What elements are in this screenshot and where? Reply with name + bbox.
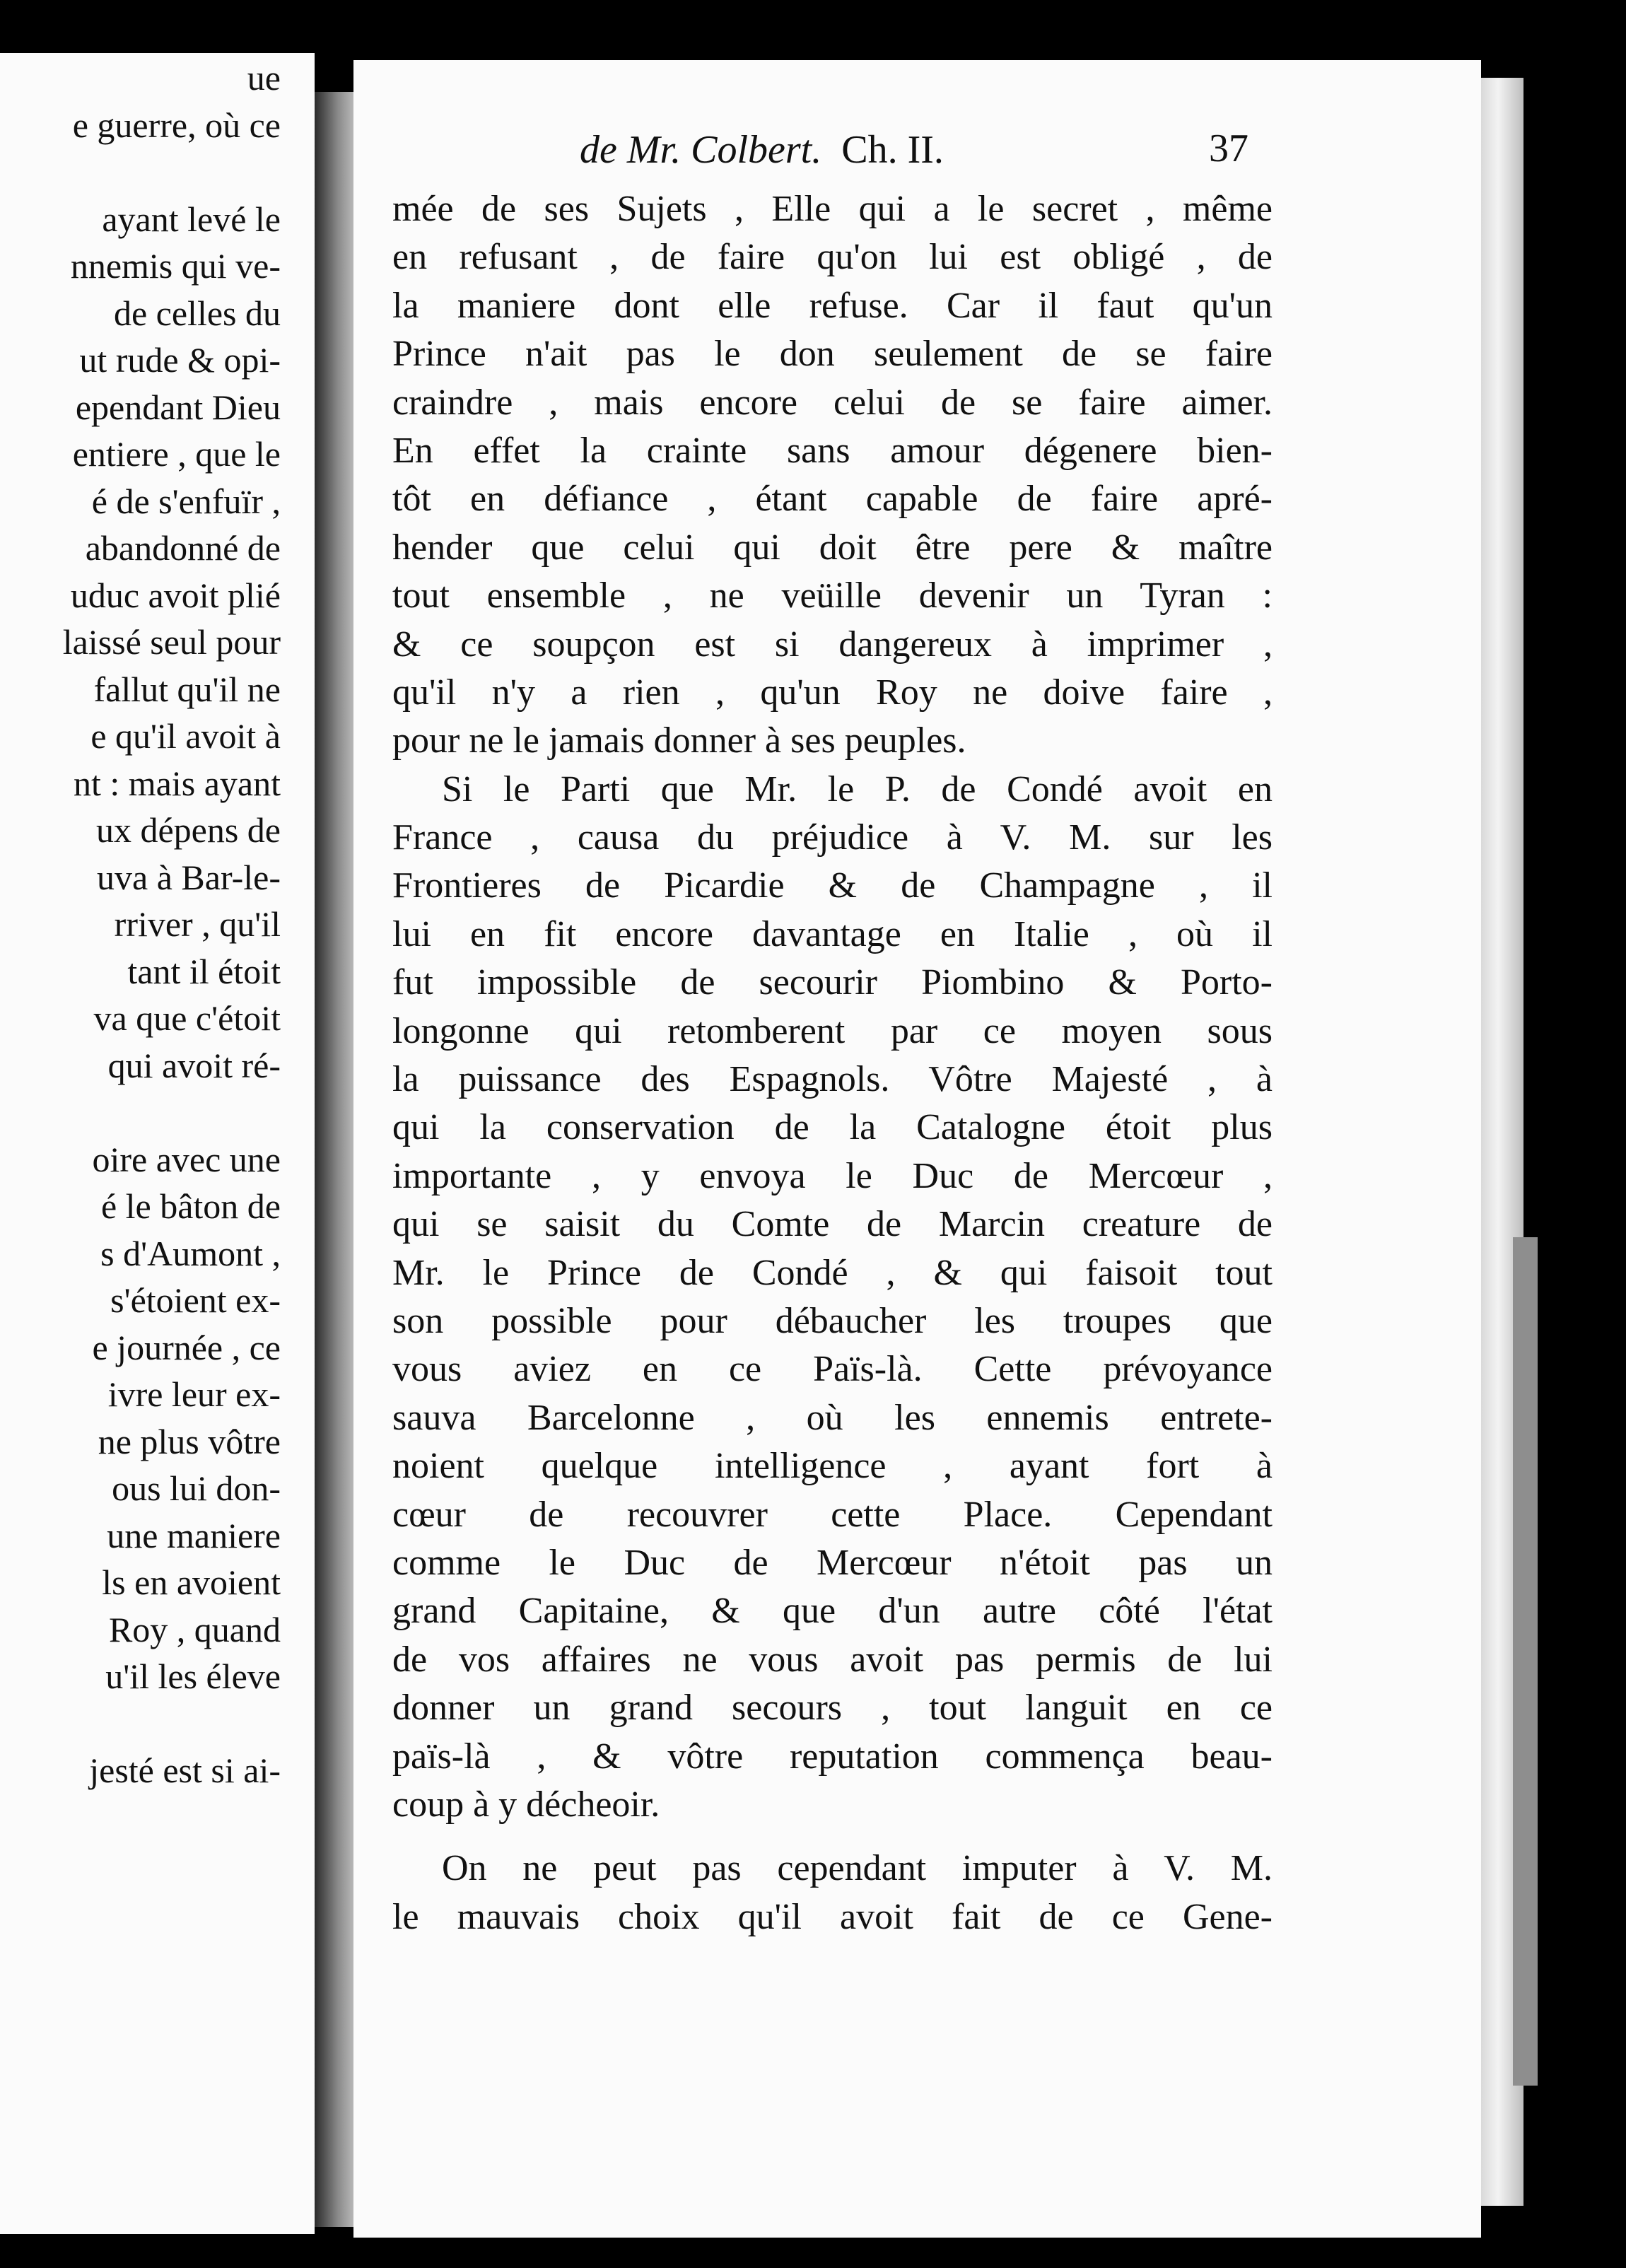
text-line: de vos affaires ne vous avoit pas permis de lui [392, 1639, 1273, 1680]
left-page-line: jesté est si ai- [89, 1750, 281, 1790]
text-line: la puissance des Espagnols. Vôtre Majesté , à [392, 1059, 1273, 1100]
text-line: la maniere dont elle refuse. Car il faut qu'un [392, 285, 1273, 326]
chapter-label: Ch. II. [841, 128, 944, 172]
left-page-line: une maniere [107, 1515, 281, 1555]
text-line: tôt en défiance , étant capable de faire apré- [392, 479, 1273, 520]
left-page-line: ue [247, 58, 281, 98]
left-page-line: é de s'enfuïr , [91, 481, 281, 521]
text-line: pour ne le jamais donner à ses peuples. [392, 720, 966, 761]
text-line: grand Capitaine, & que d'un autre côté l'état [392, 1591, 1273, 1632]
running-title: de Mr. Colbert. [580, 128, 822, 172]
text-line: coup à y décheoir. [392, 1784, 660, 1825]
text-line: craindre , mais encore celui de se faire aimer. [392, 382, 1273, 423]
page-number: 37 [1209, 127, 1248, 170]
body-text [392, 185, 1273, 1941]
left-page-line: va que c'étoit [93, 998, 281, 1038]
text-line: comme le Duc de Mercœur n'étoit pas un [392, 1542, 1273, 1583]
text-line: & ce soupçon est si dangereux à imprimer , [392, 624, 1273, 665]
text-line: vous aviez en ce Païs-là. Cette prévoyance [392, 1349, 1273, 1390]
text-line: donner un grand secours , tout languit en ce [392, 1688, 1273, 1729]
left-page-line: ut rude & opi- [79, 340, 281, 380]
left-page-line: ayant levé le [102, 199, 281, 239]
text-line: qu'il n'y a rien , qu'un Roy ne doive faire , [392, 672, 1273, 713]
text-line: son possible pour débaucher les troupes que [392, 1300, 1273, 1341]
left-page-line: uduc avoit plié [70, 575, 281, 615]
text-line: Si le Parti que Mr. le P. de Condé avoit en [442, 768, 1273, 809]
left-page-line: qui avoit ré- [107, 1045, 281, 1085]
text-line: importante , y envoya le Duc de Mercœur , [392, 1155, 1273, 1196]
text-line: Prince n'ait pas le don seulement de se faire [392, 334, 1273, 375]
left-page-line: ivre leur ex- [107, 1374, 281, 1414]
left-page-line: e journée , ce [92, 1327, 281, 1367]
left-page-line: uva à Bar-le- [97, 857, 281, 897]
page-edge-shadow [1513, 1237, 1538, 2086]
text-line: sauva Barcelonne , où les ennemis entrete- [392, 1397, 1273, 1438]
left-page-line: rriver , qu'il [114, 904, 281, 944]
text-line: noient quelque intelligence , ayant fort à [392, 1446, 1273, 1487]
left-page-line: s'étoient ex- [110, 1280, 281, 1320]
text-line: mée de ses Sujets , Elle qui a le secret , même [392, 189, 1273, 229]
left-page-line: fallut qu'il ne [93, 669, 281, 709]
left-page-line: tant il étoit [127, 951, 281, 991]
text-line: en refusant , de faire qu'on lui est obligé , de [392, 237, 1273, 278]
left-page-line: ependant Dieu [75, 387, 281, 427]
text-line: En effet la crainte sans amour dégenere bien- [392, 430, 1273, 471]
left-page-line: e qu'il avoit à [90, 716, 281, 756]
text-line: longonne qui retomberent par ce moyen sous [392, 1010, 1273, 1051]
running-header [580, 127, 1273, 177]
text-line: Frontieres de Picardie & de Champagne , il [392, 865, 1273, 906]
left-page-line: laissé seul pour [62, 622, 281, 662]
text-line: qui se saisit du Comte de Marcin creature de [392, 1204, 1273, 1245]
left-page-line: nt : mais ayant [74, 763, 281, 803]
text-line: hender que celui qui doit être pere & maître [392, 527, 1273, 568]
left-page-line: ous lui don- [112, 1468, 281, 1508]
text-line: tout ensemble , ne veüille devenir un Tyran : [392, 575, 1273, 616]
left-page-line: ux dépens de [95, 810, 281, 850]
left-page-line: entiere , que le [72, 434, 281, 474]
text-line: Mr. le Prince de Condé , & qui faisoit tout [392, 1252, 1273, 1293]
left-page-line: ne plus vôtre [98, 1421, 281, 1461]
text-line: cœur de recouvrer cette Place. Cependant [392, 1494, 1273, 1535]
text-line: France , causa du préjudice à V. M. sur les [392, 817, 1273, 858]
left-page-line: abandonné de [85, 528, 281, 568]
left-page-line: e guerre, où ce [72, 105, 281, 145]
text-line: païs-là , & vôtre reputation commença beau- [392, 1736, 1273, 1777]
left-page-line: ls en avoient [102, 1562, 281, 1602]
text-line: lui en fit encore davantage en Italie , où il [392, 913, 1273, 954]
left-page-line: de celles du [113, 293, 281, 333]
text-line: qui la conservation de la Catalogne étoit plus [392, 1107, 1273, 1148]
left-page-line: s d'Aumont , [100, 1233, 281, 1273]
left-page-line: oire avec une [92, 1139, 281, 1179]
text-line: On ne peut pas cependant imputer à V. M. [442, 1848, 1273, 1889]
left-page-line: Roy , quand [108, 1609, 281, 1649]
text-line: le mauvais choix qu'il avoit fait de ce Gene- [392, 1896, 1273, 1937]
text-line: fut impossible de secourir Piombino & Porto- [392, 962, 1273, 1003]
left-page-line: nnemis qui ve- [70, 246, 281, 286]
left-page [0, 53, 315, 2234]
left-page-line: é le bâton de [100, 1186, 281, 1226]
left-page-line: u'il les éleve [105, 1656, 281, 1696]
